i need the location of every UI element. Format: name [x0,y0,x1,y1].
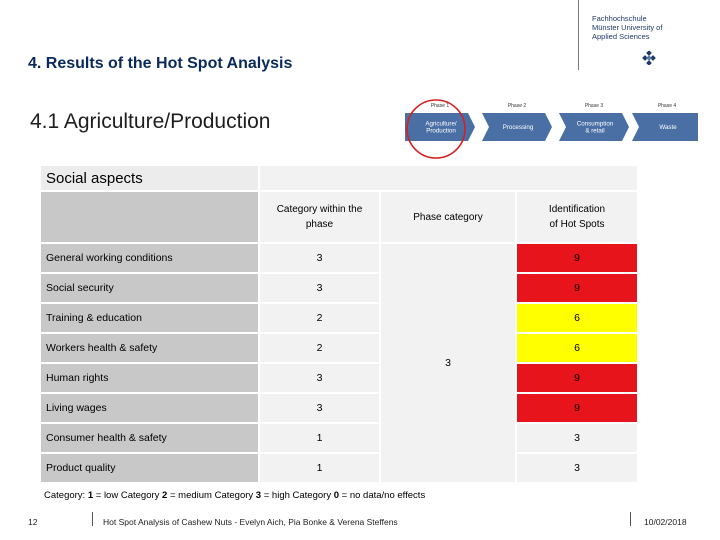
row-label [40,303,259,333]
row-label-text: Workers health & safety [46,342,158,354]
legend-text: = medium Category [167,490,256,501]
row-category [259,453,380,483]
row-hotspot-value: 9 [574,252,580,264]
section-title: 4.1 Agriculture/Production [30,110,271,133]
row-hotspot-value: 3 [574,462,580,474]
university-logo-text [592,14,662,41]
row-label-text: Human rights [46,372,109,384]
row-category-value: 3 [316,282,323,294]
table-title-cell [40,165,259,191]
table-title-filler [259,165,638,191]
row-label-text: Training & education [46,312,142,324]
logo-line-1: Fachhochschule [592,14,647,23]
social-aspects-table [40,165,638,484]
row-category [259,393,380,423]
row-hotspot-value: 3 [574,432,580,444]
chain-phase-label-1: Phase 1 [430,103,450,109]
header-phase-category [380,191,516,243]
row-category [259,303,380,333]
legend-text: = high Category [261,490,334,501]
row-label [40,243,259,273]
legend-number: 0 [333,490,340,501]
chain-phase-label-4: Phase 4 [657,103,677,109]
row-hotspot [516,423,638,453]
slide-title: 4. Results of the Hot Spot Analysis [28,55,293,72]
table-title: Social aspects [46,169,143,187]
row-category-value: 1 [316,462,323,474]
footer-date: 10/02/2018 [644,517,687,527]
chain-step-name-4-1: Waste [659,124,677,131]
row-category-value: 2 [316,342,323,354]
category-legend [44,490,425,501]
row-category-value: 3 [316,252,323,264]
footer-divider-left [92,512,93,526]
row-label [40,453,259,483]
legend-number: 3 [255,490,262,501]
phase-category-value: 3 [445,357,451,369]
row-hotspot-value: 9 [574,402,580,414]
row-category [259,363,380,393]
row-hotspot-value: 6 [574,312,580,324]
legend-number: 1 [87,490,94,501]
row-label [40,273,259,303]
row-label [40,333,259,363]
header-identification [516,191,638,243]
header-category [259,191,380,243]
row-label-text: General working conditions [46,252,173,264]
footer-divider-right [630,512,631,526]
row-category-value: 3 [316,372,323,384]
row-hotspot [516,243,638,273]
logo-line-2: Münster University of [592,23,663,32]
row-label-text: Social security [46,282,114,294]
chain-phase-label-3: Phase 3 [584,103,604,109]
row-category-value: 2 [316,312,323,324]
header-phase-text: Phase category [413,211,483,223]
row-category [259,273,380,303]
row-category-value: 3 [316,402,323,414]
header-empty-cell [40,191,259,243]
chain-step-name-3-2: & retail [585,127,605,135]
row-hotspot [516,333,638,363]
row-label [40,393,259,423]
phase-category-merged [380,243,516,483]
row-label [40,363,259,393]
row-hotspot-value: 9 [574,372,580,384]
row-label-text: Product quality [46,462,116,474]
header-identification-line-2: of Hot Spots [549,219,605,230]
legend-text: = low Category [93,490,163,501]
row-hotspot [516,273,638,303]
row-hotspot [516,453,638,483]
row-label-text: Consumer health & safety [46,432,167,444]
row-hotspot [516,393,638,423]
row-hotspot [516,363,638,393]
chain-step-name-1-1: Agriculture/ [425,120,457,128]
row-hotspot-value: 6 [574,342,580,354]
row-label [40,423,259,453]
logo-divider [578,0,579,70]
legend-number: 2 [162,490,168,501]
row-category [259,243,380,273]
value-chain-diagram [400,96,700,162]
row-category [259,333,380,363]
chain-step-name-3-1: Consumption [576,120,614,128]
header-category-line-1: Category within the [276,204,363,215]
chain-step-name-2-1: Processing [502,124,534,131]
row-hotspot-value: 9 [574,282,580,294]
row-category-value: 1 [316,432,323,444]
header-identification-line-1: Identification [548,204,606,215]
legend-text: = no data/no effects [339,490,426,501]
chain-phase-label-2: Phase 2 [507,103,527,109]
legend-prefix: Category: [44,490,88,501]
footer-title: Hot Spot Analysis of Cashew Nuts - Evelyn Aich, Pia Bonke & Verena Steffens [103,517,398,527]
page-number: 12 [28,517,38,527]
row-category [259,423,380,453]
university-emblem-icon [642,51,656,65]
row-label-text: Living wages [46,402,107,414]
header-category-line-2: phase [305,219,334,230]
chain-step-name-1-2: Production [426,127,456,135]
row-hotspot [516,303,638,333]
logo-line-3: Applied Sciences [592,32,650,41]
